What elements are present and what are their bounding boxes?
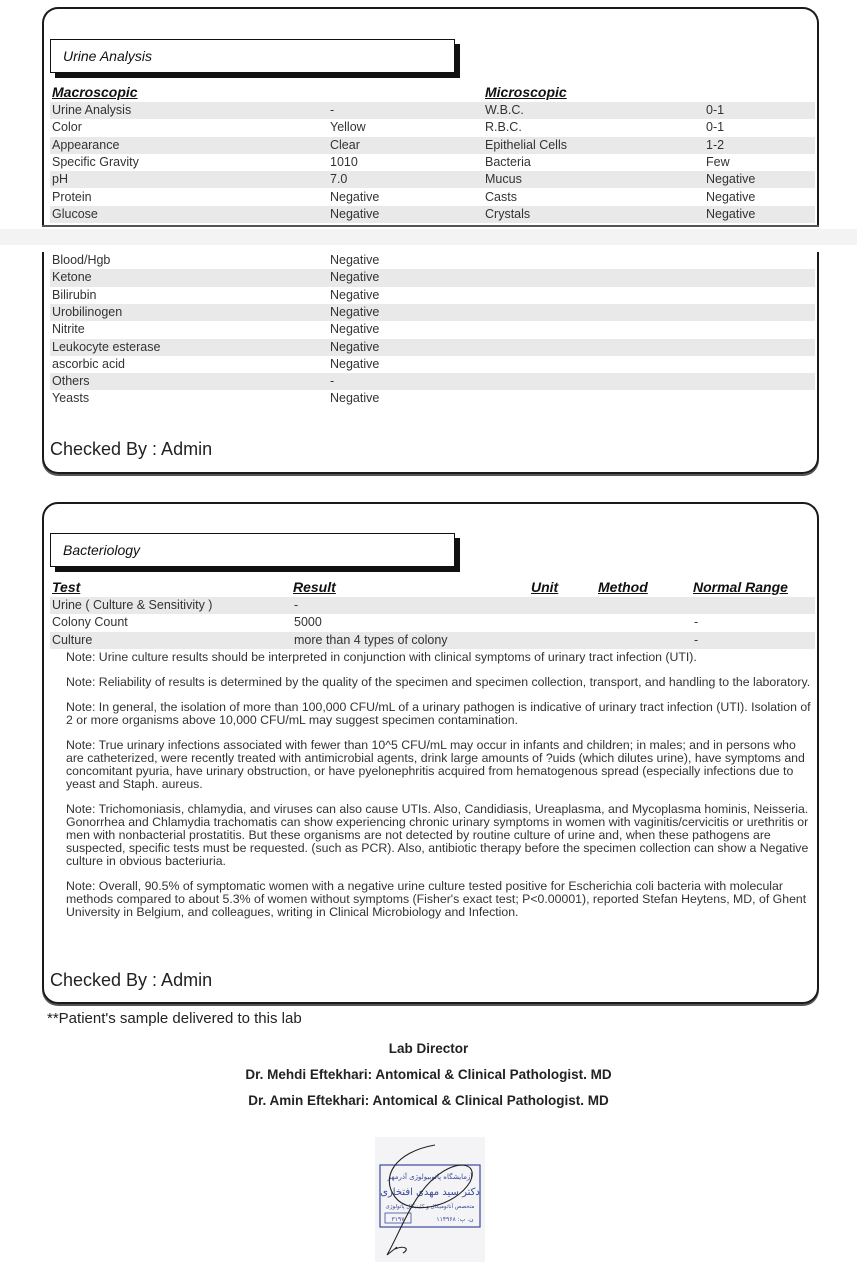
micro-test-value: Negative xyxy=(706,172,756,187)
macro-test-name: Others xyxy=(52,374,90,389)
table-row xyxy=(50,154,815,171)
macro-test-name: Appearance xyxy=(52,137,120,152)
bact-test-name: Colony Count xyxy=(52,615,128,630)
table-row xyxy=(50,206,815,223)
lab-director-title: Lab Director xyxy=(388,1041,469,1056)
stamp-line-2: دکتر سید مهدی افتخاری xyxy=(380,1187,480,1198)
micro-test-value: 1-2 xyxy=(706,137,725,152)
macro-test-name: Glucose xyxy=(52,206,98,221)
micro-test-value: Negative xyxy=(706,206,756,221)
urine-analysis-card-continued xyxy=(42,252,819,474)
macro-test-name: Yeasts xyxy=(52,391,90,406)
macro-test-value: Negative xyxy=(330,304,380,319)
micro-test-name: R.B.C. xyxy=(485,120,522,135)
macro-test-value: Negative xyxy=(330,391,380,406)
macro-test-value: 7.0 xyxy=(330,172,348,187)
macro-test-name: Ketone xyxy=(52,270,92,285)
normal-range-column-header: Normal Range xyxy=(693,579,788,595)
micro-test-name: Crystals xyxy=(485,206,531,221)
macro-test-value: - xyxy=(330,374,335,389)
stamp-line-4: ن. پ: ۱۱۴۹۶۸ xyxy=(436,1216,474,1223)
macro-test-name: Nitrite xyxy=(52,322,85,337)
bact-test-name: Culture xyxy=(52,632,93,647)
bacteriology-notes xyxy=(66,651,814,931)
macro-test-value: Negative xyxy=(330,356,380,371)
urine-analysis-card xyxy=(42,7,819,225)
stamp-line-1: آزمایشگاه پاتوبیولوژی آذرمهر xyxy=(387,1173,473,1181)
macro-test-name: pH xyxy=(52,172,68,187)
micro-test-value: 0-1 xyxy=(706,103,725,117)
bacteriology-card xyxy=(42,502,819,1004)
table-row xyxy=(50,269,815,286)
lab-stamp-signature xyxy=(375,1137,485,1262)
macro-test-name: Protein xyxy=(52,189,92,204)
macro-test-value: Negative xyxy=(330,287,380,302)
table-row xyxy=(50,119,815,136)
bacteriology-checked-by: Checked By : Admin xyxy=(50,970,213,990)
macroscopic-heading: Macroscopic xyxy=(52,84,138,100)
note-paragraph: Note: True urinary infections associated with fewer than 10^5 CFU/mL may occur in infants and children; in males; and in persons who are catheterized, were recently treated with antimicrobial agents, drink large amounts of ?uids (which dilutes urine), have symptoms and concomitant pyuria, have urinary obstruction, or have pyelonephritis acquired from hematogenous spread (especially infections due to yeast and Staph. aureus. xyxy=(66,738,805,791)
bact-test-name: Urine ( Culture & Sensitivity ) xyxy=(52,598,213,612)
bact-test-result: - xyxy=(294,598,299,612)
macro-test-value: Yellow xyxy=(330,120,366,135)
macro-test-value: 1010 xyxy=(330,154,358,169)
table-row xyxy=(50,304,815,321)
table-row xyxy=(50,102,815,119)
micro-test-name: W.B.C. xyxy=(485,103,524,117)
macro-test-name: Color xyxy=(52,120,82,135)
note-paragraph: Note: Trichomoniasis, chlamydia, and viruses can also cause UTIs. Also, Candidiasis, Ureaplasma, and Mycoplasma hominis, Neisseria. Gonorrhea and Chlamydia trachomatis can show experiencing chronic urinary symptoms in women with vaginitis/cervicitis or urethritis or men with nonbacterial prostatitis. But these organisms are not detected by routine culture of urine and, when these pathogens are suspected, specific tests must be requested. (such as PCR). Also, antibiotic therapy before the specimen collection can show a Negative culture in obvious bacteriuria. xyxy=(66,802,809,868)
stamp-line-5: ۳۱۹۷ xyxy=(391,1216,405,1223)
unit-column-header: Unit xyxy=(531,579,559,595)
table-row xyxy=(50,189,815,206)
sample-delivered-note: **Patient's sample delivered to this lab xyxy=(47,1010,302,1027)
bact-normal-range: - xyxy=(694,632,699,647)
table-row xyxy=(50,597,815,614)
macro-test-value: Negative xyxy=(330,322,380,337)
macro-test-name: Urobilinogen xyxy=(52,304,123,319)
micro-test-name: Casts xyxy=(485,189,517,204)
table-row xyxy=(50,356,815,373)
macro-test-value: Negative xyxy=(330,339,380,354)
table-row xyxy=(50,321,815,338)
micro-test-name: Bacteria xyxy=(485,154,531,169)
table-row xyxy=(50,390,815,407)
doctor-2-signature-line: Dr. Amin Eftekhari: Antomical & Clinical Pathologist. MD xyxy=(248,1093,609,1108)
note-paragraph: Note: In general, the isolation of more than 100,000 CFU/mL of a urinary pathogen is indicative of urinary tract infection (UTI). Isolation of 2 or more organisms above 10,000 CFU/mL may suggest specimen contamination. xyxy=(66,700,811,727)
macro-test-value: Negative xyxy=(330,270,380,285)
macro-test-name: Bilirubin xyxy=(52,287,97,302)
table-row xyxy=(50,137,815,154)
table-row xyxy=(50,373,815,390)
macro-test-value: Negative xyxy=(330,206,380,221)
micro-test-name: Epithelial Cells xyxy=(485,137,567,152)
method-column-header: Method xyxy=(598,579,648,595)
urine-section-title: Urine Analysis xyxy=(50,39,455,73)
macro-test-name: Blood/Hgb xyxy=(52,253,111,267)
micro-test-name: Mucus xyxy=(485,172,522,187)
doctor-1-signature-line: Dr. Mehdi Eftekhari: Antomical & Clinical Pathologist. MD xyxy=(245,1067,612,1082)
table-row xyxy=(50,339,815,356)
bact-test-result: more than 4 types of colony xyxy=(294,632,448,647)
test-column-header: Test xyxy=(52,579,81,595)
stamp-line-3: متخصص آناتومیکال و کلینیکال پاتولوژی xyxy=(385,1204,475,1210)
microscopic-heading: Microscopic xyxy=(485,84,567,100)
bact-test-result: 5000 xyxy=(294,615,322,630)
urine-checked-by: Checked By : Admin xyxy=(50,439,213,459)
table-row xyxy=(50,287,815,304)
macro-test-value: Clear xyxy=(330,137,360,152)
macro-test-value: - xyxy=(330,103,335,117)
macro-test-value: Negative xyxy=(330,253,380,267)
table-row xyxy=(50,614,815,631)
bacteriology-section-title: Bacteriology xyxy=(50,533,455,567)
bact-normal-range: - xyxy=(694,615,699,630)
page-break xyxy=(0,229,857,245)
macro-test-name: Specific Gravity xyxy=(52,154,139,169)
note-paragraph: Note: Overall, 90.5% of symptomatic women with a negative urine culture tested positive for Escherichia coli bacteria with molecular methods compared to about 5.3% of women without symptoms (Fisher's exact test; P<0.00001), reported Stefan Heytens, MD, of Ghent University in Belgium, and colleagues, writing in Clinical Microbiology and Infection. xyxy=(66,879,807,919)
note-paragraph: Note: Urine culture results should be interpreted in conjunction with clinical symptoms of urinary tract infection (UTI). xyxy=(66,650,697,664)
micro-test-value: 0-1 xyxy=(706,120,725,135)
result-column-header: Result xyxy=(293,579,336,595)
macro-test-name: Urine Analysis xyxy=(52,103,132,117)
note-paragraph: Note: Reliability of results is determined by the quality of the specimen and specimen collection, transport, and handling to the laboratory. xyxy=(66,675,811,689)
micro-test-value: Negative xyxy=(706,189,756,204)
macro-test-value: Negative xyxy=(330,189,380,204)
micro-test-value: Few xyxy=(706,154,730,169)
table-row xyxy=(50,252,815,269)
macro-test-name: Leukocyte esterase xyxy=(52,339,161,354)
macro-test-name: ascorbic acid xyxy=(52,356,125,371)
table-row xyxy=(50,171,815,188)
table-row xyxy=(50,632,815,649)
